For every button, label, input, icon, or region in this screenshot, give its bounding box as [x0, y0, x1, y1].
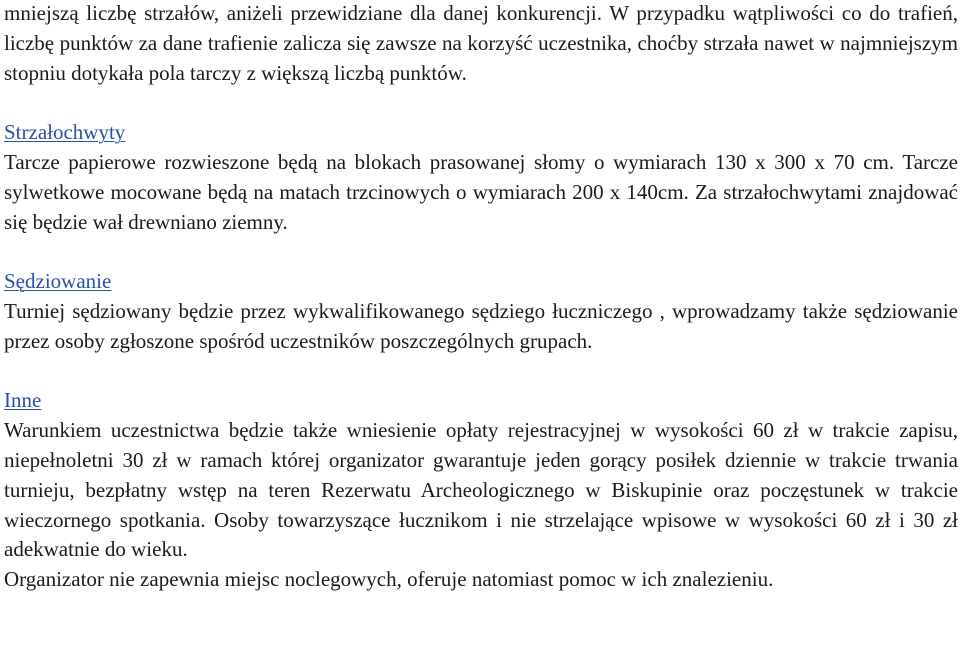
section-body-inne: Warunkiem uczestnictwa będzie także wniesienie opłaty rejestracyjnej w wysokości 60 zł w trakcie zapisu, niepełnoletni 30 zł w ramach której organizator gwarantuje jeden gorący posiłek dziennie w trakcie trwania turnieju, bezpłatny wstęp na teren Rezerwatu Archeologicznego w Biskupinie oraz poczęstunek w trakcie wieczornego spotkania. Osoby towarzyszące łucznikom i nie strzelające wpisowe w wysokości 60 zł i 30 zł adekwatnie do wieku. [4, 418, 958, 562]
paragraph-gap [4, 357, 958, 387]
section-body-strzalochwyty: Tarcze papierowe rozwieszone będą na blokach prasowanej słomy o wymiarach 130 x 300 x 70 cm. Tarcze sylwetkowe mocowane będą na matach trzcinowych o wymiarach 200 x 140cm. Za strzałochwytami znajdować się będzie wał drewniano ziemny. [4, 149, 958, 234]
section-heading-strzalochwyty[interactable]: Strzałochwyty [4, 120, 126, 145]
paragraph-gap [4, 88, 958, 118]
document-page [4, 0, 958, 595]
section-extra-inne: Organizator nie zapewnia miejsc noclegowych, oferuje natomiast pomoc w ich znalezieniu. [4, 567, 774, 592]
section-heading-sedziowanie[interactable]: Sędziowanie [4, 269, 112, 294]
section-heading-inne[interactable]: Inne [4, 388, 42, 413]
paragraph-gap [4, 237, 958, 267]
intro-paragraph: mniejszą liczbę strzałów, aniżeli przewidziane dla danej konkurencji. W przypadku wątpliwości co do trafień, liczbę punktów za dane trafienie zalicza się zawsze na korzyść uczestnika, choćby strzała nawet w najmniejszym stopniu dotykała pola tarczy z większą liczbą punktów. [4, 1, 958, 85]
section-body-sedziowanie: Turniej sędziowany będzie przez wykwalifikowanego sędziego łuczniczego , wprowadzamy także sędziowanie przez osoby zgłoszone spośród uczestników poszczególnych grupach. [4, 298, 958, 353]
